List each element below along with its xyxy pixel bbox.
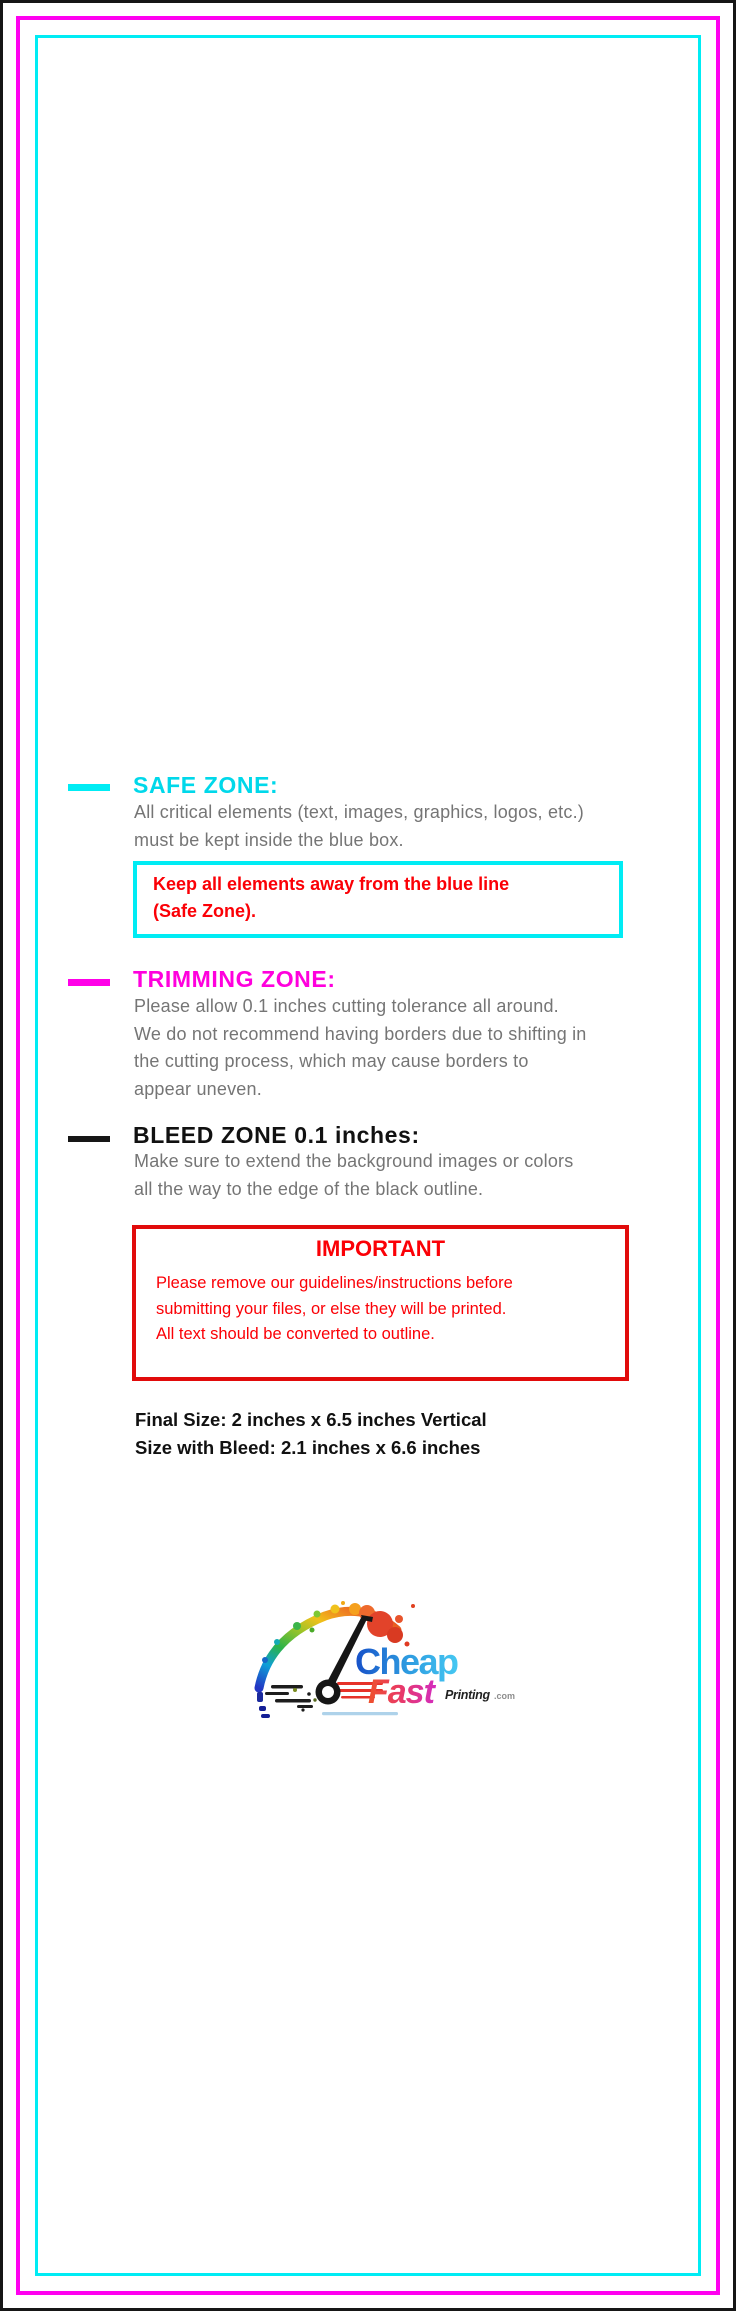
bleed-zone-dash-icon xyxy=(68,1136,110,1142)
trimming-zone-dash-icon xyxy=(68,979,110,986)
trimming-zone-description-line: Please allow 0.1 inches cutting tolerance all around. xyxy=(134,996,559,1016)
safe-zone-note-line: Keep all elements away from the blue line xyxy=(153,874,510,894)
trimming-zone-description xyxy=(134,993,587,1103)
safe-zone-description-line: must be kept inside the blue box. xyxy=(134,829,404,850)
important-title: IMPORTANT xyxy=(315,1236,446,1261)
safe-zone-heading: SAFE ZONE: xyxy=(133,772,279,798)
bleed-zone-description-line: all the way to the edge of the black outline. xyxy=(134,1178,484,1199)
speed-lines-icon xyxy=(265,1685,317,1712)
bleed-zone-description xyxy=(134,1148,573,1203)
cheapfastprinting-logo xyxy=(245,1600,515,1725)
trimming-zone-description-line: appear uneven. xyxy=(134,1078,262,1099)
bleed-zone-description-line: Make sure to extend the background images or colors xyxy=(134,1151,574,1171)
size-with-bleed-line: Size with Bleed: 2.1 inches x 6.6 inches xyxy=(135,1437,481,1458)
important-body xyxy=(156,1271,625,1348)
safe-zone-dash-icon xyxy=(68,784,110,791)
trimming-zone-heading: TRIMMING ZONE: xyxy=(133,966,336,992)
logo-word-tld: .com xyxy=(494,1691,515,1701)
safe-zone-note-box xyxy=(133,861,623,938)
logo-word-fast: Fast xyxy=(368,1673,434,1711)
trimming-zone-description-line: the cutting process, which may cause borders to xyxy=(134,1051,529,1071)
safe-zone-description xyxy=(134,799,584,854)
bleed-zone-heading: BLEED ZONE 0.1 inches: xyxy=(133,1122,420,1148)
important-body-line: submitting your files, or else they will be printed. xyxy=(156,1299,507,1318)
important-body-line: Please remove our guidelines/instructions before xyxy=(156,1274,513,1292)
logo-underline xyxy=(322,1712,398,1715)
trimming-zone-description-line: We do not recommend having borders due to shifting in xyxy=(134,1023,587,1044)
final-size-info xyxy=(135,1406,487,1462)
important-notice-box xyxy=(132,1225,629,1381)
important-body-line: All text should be converted to outline. xyxy=(156,1325,435,1343)
logo-word-printing: Printing xyxy=(445,1688,490,1702)
final-size-line: Final Size: 2 inches x 6.5 inches Vertical xyxy=(135,1409,487,1430)
logo-word-cheap: Cheap xyxy=(355,1641,458,1682)
safe-zone-description-line: All critical elements (text, images, graphics, logos, etc.) xyxy=(134,802,584,822)
safe-zone-note-line: (Safe Zone). xyxy=(153,901,257,921)
